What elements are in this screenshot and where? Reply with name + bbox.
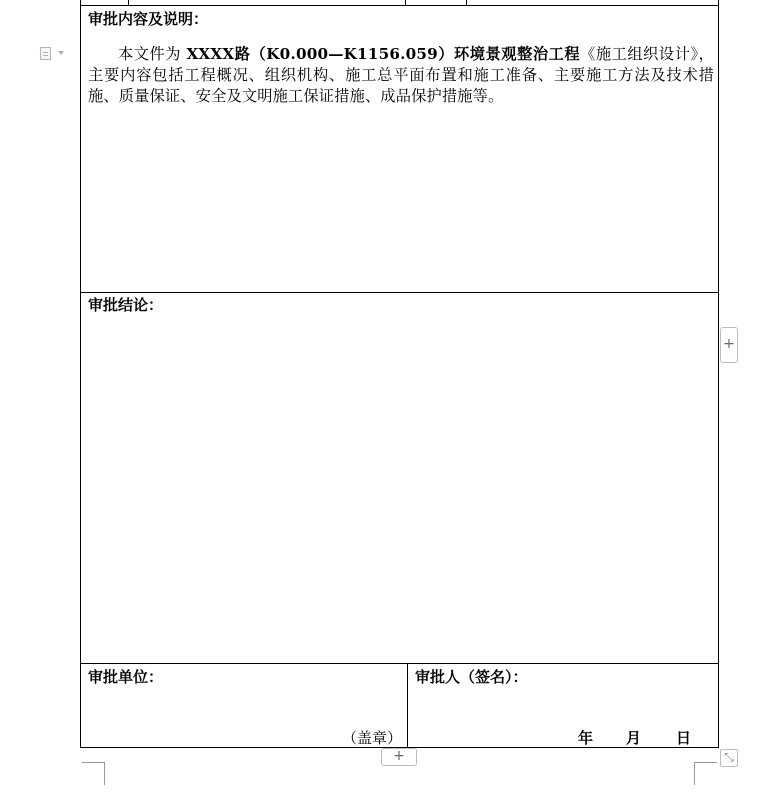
table-right-border	[718, 0, 719, 748]
table-resize-icon[interactable]: ⤡	[720, 749, 738, 767]
prev-row-column-divider	[466, 0, 467, 6]
page-corner-mark-right	[694, 762, 717, 785]
signature-cell-divider	[407, 663, 408, 748]
conclusion-label: 审批结论：	[88, 296, 164, 314]
page-corner-mark-left	[82, 762, 105, 785]
table-left-border	[80, 0, 81, 748]
row-divider-top	[80, 5, 719, 6]
body-segment: 《施工组织设计》，主要内容包括工程概况、组织机构、施工总平面布置和施工准备、主要施工方法及技术措施、质量保证、安全及文明施工保证措施、成品保护措施等。	[88, 45, 715, 105]
prev-row-column-divider	[405, 0, 406, 6]
approver-label: 审批人（签名）：	[415, 668, 528, 686]
add-row-button[interactable]: +	[381, 748, 417, 766]
body-segment: 本文件为	[118, 45, 187, 63]
review-content-body[interactable]	[88, 44, 714, 107]
date-month-label: 月	[626, 729, 642, 747]
seal-label: （盖章）	[342, 729, 403, 747]
document-icon[interactable]	[40, 47, 51, 60]
date-day-label: 日	[676, 729, 692, 747]
row-divider-conclusion	[80, 292, 719, 293]
row-divider-signature	[80, 663, 719, 664]
project-name: XXXX路（K0.000—K1156.059）环境景观整治工程	[186, 45, 581, 63]
chevron-down-icon[interactable]	[58, 51, 64, 55]
prev-row-column-divider	[128, 0, 129, 6]
approval-unit-label: 审批单位：	[88, 668, 164, 686]
date-year-label: 年	[578, 729, 594, 747]
review-content-label: 审批内容及说明：	[88, 10, 209, 28]
add-column-button[interactable]: +	[720, 327, 738, 363]
